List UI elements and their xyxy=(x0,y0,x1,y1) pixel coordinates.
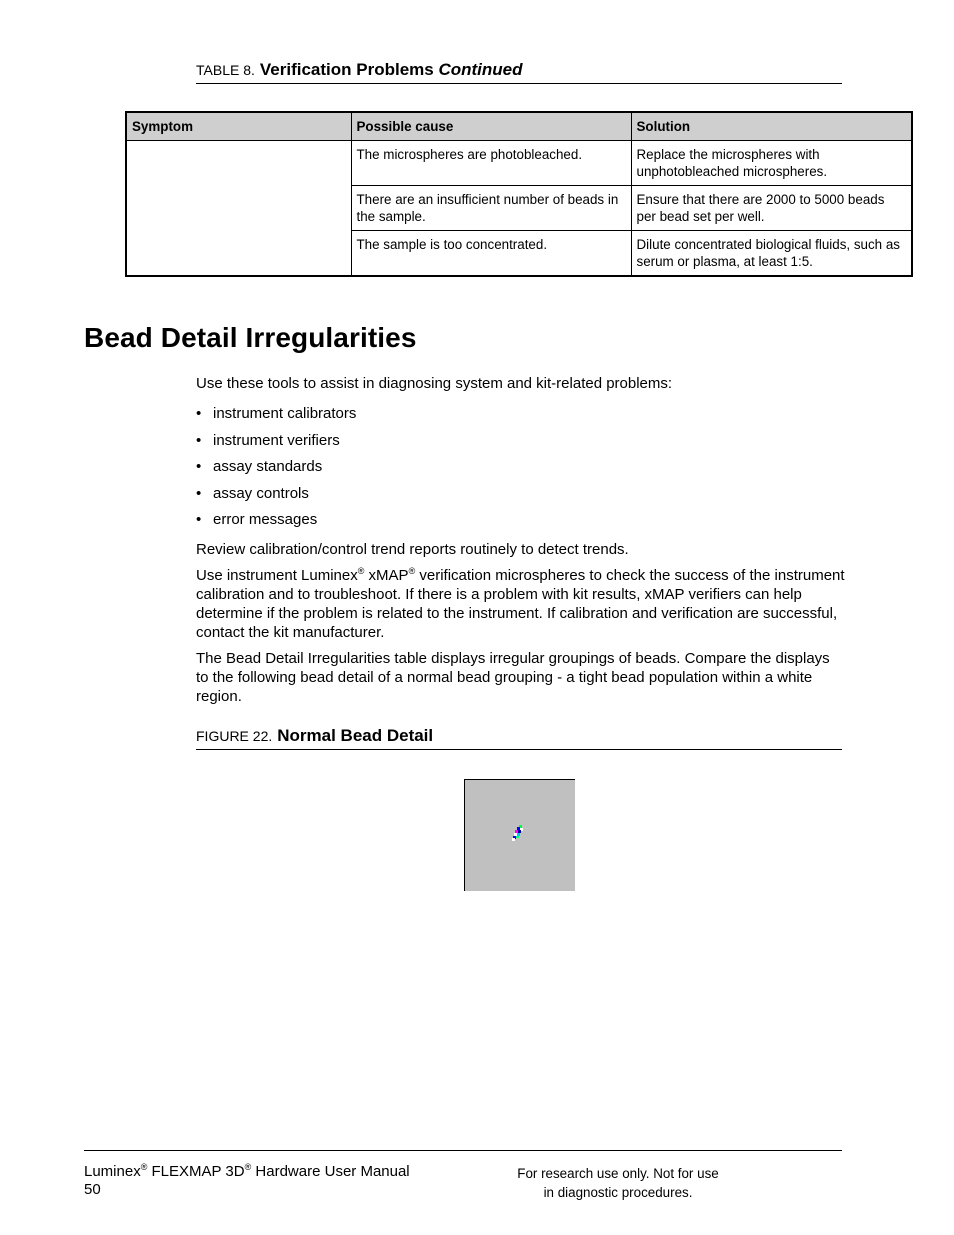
solution-cell: Ensure that there are 2000 to 5000 beads per bead set per well. xyxy=(631,186,912,231)
header-symptom: Symptom xyxy=(126,112,351,141)
bullet-mark: • xyxy=(196,432,202,449)
cause-cell: There are an insufficient number of beads in the sample. xyxy=(351,186,631,231)
footer-disclaimer xyxy=(492,1164,744,1202)
registered-mark: ® xyxy=(140,1162,148,1172)
table-caption-label: TABLE 8. xyxy=(196,62,255,78)
footer-left xyxy=(84,1163,410,1199)
list-item xyxy=(196,431,340,450)
footer-divider xyxy=(84,1150,842,1151)
list-item xyxy=(196,404,356,423)
page-number: 50 xyxy=(84,1181,101,1198)
registered-mark: ® xyxy=(244,1162,252,1172)
list-item xyxy=(196,457,322,476)
cause-cell: The microspheres are photobleached. xyxy=(351,141,631,186)
table-description-paragraph xyxy=(196,649,846,706)
list-item-text: instrument calibrators xyxy=(213,405,357,422)
table-description-text: The Bead Detail Irregularities table displays irregular groupings of beads. Compare the displays to the following bead detail of a normal bead grouping - a tight bead population within a white region. xyxy=(196,650,830,705)
bead-cluster-icon xyxy=(465,780,575,891)
figure-caption xyxy=(196,726,842,750)
list-item-text: instrument verifiers xyxy=(213,432,340,449)
list-item-text: assay standards xyxy=(213,458,323,475)
list-item-text: error messages xyxy=(213,511,318,528)
bullet-mark: • xyxy=(196,485,202,502)
instrument-paragraph xyxy=(196,566,846,642)
manual-title xyxy=(84,1163,410,1181)
cause-cell: The sample is too concentrated. xyxy=(351,231,631,277)
solution-cell: Replace the microspheres with unphotobleached microspheres. xyxy=(631,141,912,186)
tools-list xyxy=(196,0,596,540)
instrument-text-part: Use instrument Luminex xyxy=(196,567,358,584)
bullet-mark: • xyxy=(196,458,202,475)
bead-detail-image xyxy=(464,779,575,891)
disclaimer-line: For research use only. Not for use xyxy=(517,1166,719,1181)
intro-text: Use these tools to assist in diagnosing system and kit-related problems: xyxy=(196,375,673,392)
list-item-text: assay controls xyxy=(213,485,309,502)
list-item xyxy=(196,484,309,503)
section-title: Bead Detail Irregularities xyxy=(84,322,417,353)
registered-mark: ® xyxy=(408,566,416,576)
table-caption-continued: Continued xyxy=(438,60,523,79)
header-possible-cause: Possible cause xyxy=(351,112,631,141)
disclaimer-line: in diagnostic procedures. xyxy=(543,1185,693,1200)
list-item xyxy=(196,510,317,529)
bullet-mark: • xyxy=(196,511,202,528)
footer-manual: Hardware User Manual xyxy=(251,1163,410,1180)
header-solution: Solution xyxy=(631,112,912,141)
instrument-text-part: xMAP xyxy=(364,567,409,584)
footer-brand: Luminex xyxy=(84,1163,141,1180)
instrument-text xyxy=(196,566,846,642)
bullet-mark: • xyxy=(196,405,202,422)
registered-mark: ® xyxy=(357,566,365,576)
table-caption-title-text: Verification Problems xyxy=(259,60,434,79)
review-paragraph xyxy=(196,540,846,559)
solution-cell: Dilute concentrated biological fluids, such as serum or plasma, at least 1:5. xyxy=(631,231,912,277)
figure-caption-label: FIGURE 22. xyxy=(196,728,273,744)
instrument-text-part: verification microspheres to check the success of the instrument calibration and to troubleshoot. If there is a problem with kit results, xMAP verifiers can help determine if the problem is related to the instrument. If calibration and verification are successful, contact the kit manufacturer. xyxy=(196,567,845,641)
footer-product: FLEXMAP 3D xyxy=(147,1163,245,1180)
figure-caption-title: Normal Bead Detail xyxy=(277,726,434,745)
review-text: Review calibration/control trend reports routinely to detect trends. xyxy=(196,541,629,558)
